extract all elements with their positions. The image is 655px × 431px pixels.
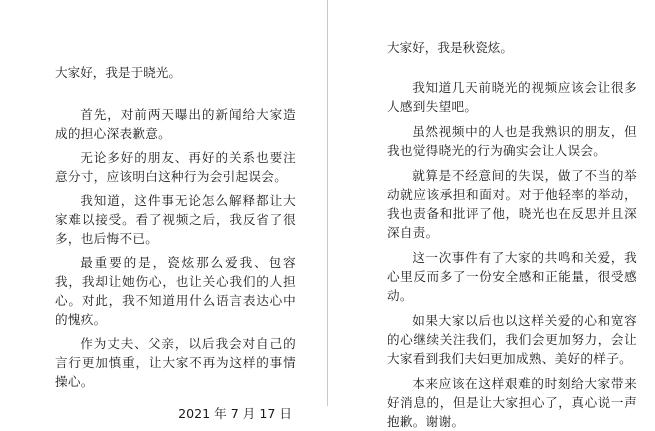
left-letter-date: 2021 年 7 月 17 日 [178, 406, 292, 421]
left-letter-greeting: 大家好，我是于晓光。 [55, 65, 181, 80]
page-divider [327, 0, 328, 406]
left-letter-paragraph: 我知道，这件事无论怎么解释都让大家难以接受。看了视频之后，我反省了很多，也后悔不已。 [55, 193, 296, 246]
left-letter-body [55, 105, 296, 391]
left-letter-page [0, 0, 318, 421]
left-letter-paragraph: 首先，对前两天曝出的新闻给大家造成的担心深表歉意。 [55, 107, 296, 141]
right-letter-paragraph: 虽然视频中的人也是我熟识的朋友，但我也觉得晓光的行为确实会让人误会。 [387, 124, 637, 158]
right-letter-page [337, 0, 655, 429]
right-letter-paragraph: 这一次事件有了大家的共鸣和关爱，我心里反而多了一份安全感和正能量，很受感动。 [387, 250, 637, 303]
right-letter-greeting: 大家好，我是秋瓷炫。 [387, 40, 513, 55]
left-letter-paragraph: 最重要的是，瓷炫那么爱我、包容我，我却让她伤心，也让关心我们的人担心。对此，我不知道用什么语言表达心中的愧疚。 [55, 255, 296, 327]
right-letter-paragraph: 本来应该在这样艰难的时刻给大家带来好消息的，但是让大家担心了，真心说一声抱歉。谢谢。 [387, 376, 637, 429]
right-letter-paragraph: 就算是不经意间的失误，做了不当的举动就应该承担和面对。对于他轻率的举动，我也责备和批评了他，晓光也在反思并且深深自责。 [387, 168, 637, 240]
right-letter-paragraph: 我知道几天前晓光的视频应该会让很多人感到失望吧。 [387, 80, 637, 114]
left-letter-paragraph: 无论多好的朋友、再好的关系也要注意分寸，应该明白这种行为会引起误会。 [55, 150, 296, 184]
right-letter-body [387, 78, 637, 431]
left-letter-paragraph: 作为丈夫、父亲，以后我会对自己的言行更加慎重，让大家不再为这样的事情操心。 [55, 336, 296, 389]
right-letter-paragraph: 如果大家以后也以这样关爱的心和宽容的心继续关注我们，我们会更加努力，会让大家看到我们夫妇更加成熟、美好的样子。 [387, 313, 637, 366]
